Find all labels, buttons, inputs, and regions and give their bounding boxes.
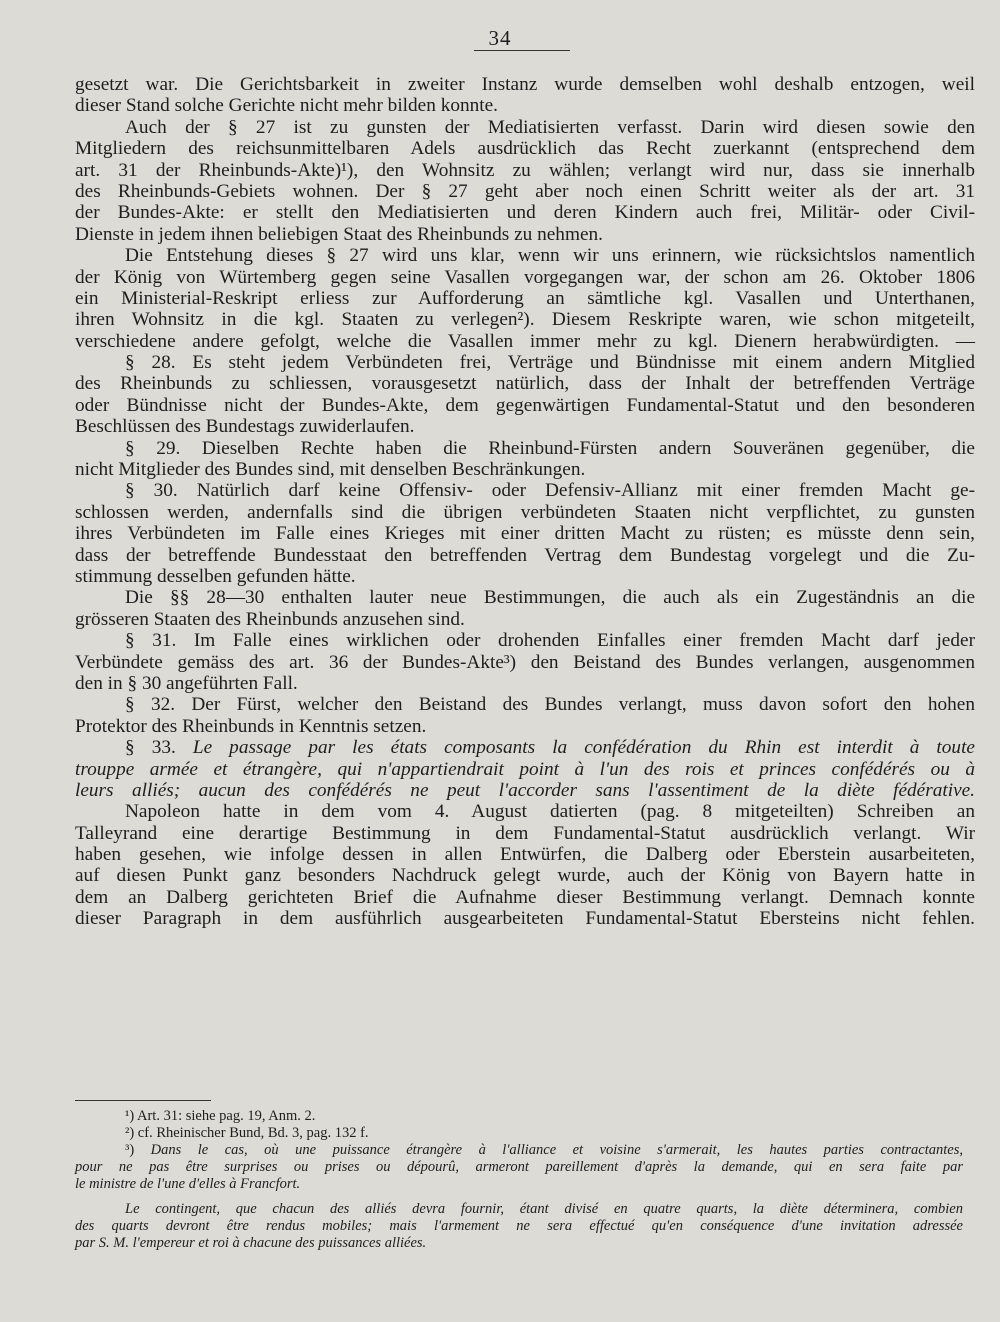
line-text: des quarts devront être rendus mobiles; mais l'armement ne sera effectué qu'en conséquence d'une invitation adressée bbox=[75, 1218, 963, 1234]
text-line bbox=[75, 352, 975, 373]
line-text: Mitgliedern des reichsunmittelbaren Adels ausdrücklich das Recht zuerkannt (entsprechend dem bbox=[75, 138, 975, 160]
text-line bbox=[75, 502, 975, 523]
text-line bbox=[75, 480, 975, 501]
page-number: 34 bbox=[488, 26, 512, 50]
text-line bbox=[75, 566, 975, 587]
text-line bbox=[75, 694, 975, 715]
line-text: § 29. Dieselben Rechte haben die Rheinbund-Fürsten andern Souveränen gegenüber, die bbox=[125, 437, 975, 459]
line-text: nicht Mitglieder des Bundes sind, mit denselben Beschränkungen. bbox=[75, 459, 586, 481]
text-line bbox=[75, 908, 975, 929]
line-text: § 28. Es steht jedem Verbündeten frei, Verträge und Bündnisse mit einem andern Mitglied bbox=[125, 352, 975, 374]
footnote-line bbox=[75, 1142, 963, 1159]
text-line bbox=[75, 74, 975, 95]
line-text: Beschlüssen des Bundestags zuwiderlaufen. bbox=[75, 416, 415, 438]
line-text: ein Ministerial-Reskript erliess zur Aufforderung an sämtliche kgl. Vasallen und Unterthanen, bbox=[75, 287, 975, 309]
footnote-line bbox=[75, 1218, 963, 1235]
line-text: ihren Wohnsitz in die kgl. Staaten zu verlegen²). Diesem Reskripte waren, wie schon mitgeteilt, bbox=[75, 309, 975, 331]
line-text: dieser Paragraph in dem ausführlich ausgearbeiteten Fundamental-Statut Ebersteins nicht fehlen. bbox=[75, 908, 975, 930]
line-text: dem an Dalberg gerichteten Brief die Aufnahme dieser Bestimmung verlangt. Demnach konnte bbox=[75, 886, 975, 908]
line-text: Talleyrand eine derartige Bestimmung in dem Fundamental-Statut ausdrücklich verlangt. Wir bbox=[75, 822, 975, 844]
line-text: Napoleon hatte in dem vom 4. August datierten (pag. 8 mitgeteilten) Schreiben an bbox=[125, 801, 975, 823]
text-line bbox=[75, 801, 975, 822]
text-line bbox=[75, 609, 975, 630]
line-text: oder Bündnisse nicht der Bundes-Akte, dem gegenwärtigen Fundamental-Statut und den besonderen bbox=[75, 394, 975, 416]
text-line bbox=[75, 395, 975, 416]
line-text: ihres Verbündeten im Falle eines Krieges mit einer dritten Macht zu rüsten; es müsste denn sein, bbox=[75, 523, 975, 545]
text-line bbox=[75, 288, 975, 309]
line-text: der König von Würtemberg gegen seine Vasallen vorgegangen war, der schon am 26. Oktober 1806 bbox=[75, 266, 975, 288]
line-text: grösseren Staaten des Rheinbunds anzusehen sind. bbox=[75, 608, 465, 630]
text-line bbox=[75, 673, 975, 694]
text-line bbox=[75, 202, 975, 223]
text-line bbox=[75, 887, 975, 908]
line-text: art. 31 der Rheinbunds-Akte)¹), den Wohnsitz zu wählen; verlangt wird nur, dass sie innerhalb bbox=[75, 159, 975, 181]
footnote-line bbox=[75, 1159, 963, 1176]
line-text: den in § 30 angeführten Fall. bbox=[75, 672, 298, 694]
line-text: dass der betreffende Bundesstaat den betreffenden Vertrag dem Bundestag vorgelegt und die Zu- bbox=[75, 544, 975, 566]
text-line bbox=[75, 865, 975, 886]
footnote-line bbox=[75, 1108, 963, 1125]
line-prefix: ³) bbox=[125, 1142, 151, 1158]
line-text: Auch der § 27 ist zu gunsten der Mediatisierten verfasst. Darin wird diesen sowie den bbox=[125, 116, 975, 138]
line-text: ²) cf. Rheinischer Bund, Bd. 3, pag. 132 f. bbox=[125, 1125, 369, 1141]
text-line bbox=[75, 309, 975, 330]
paragraph-gap bbox=[75, 1193, 963, 1201]
line-text: Verbündete gemäss des art. 36 der Bundes-Akte³) den Beistand des Bundes verlangen, ausgenommen bbox=[75, 651, 975, 673]
text-line bbox=[75, 373, 975, 394]
page-number-rule bbox=[474, 50, 570, 51]
line-text: le ministre de l'une d'elles à Francfort. bbox=[75, 1176, 301, 1192]
text-line bbox=[75, 160, 975, 181]
text-line bbox=[75, 844, 975, 865]
text-line bbox=[75, 331, 975, 352]
text-line bbox=[75, 117, 975, 138]
line-text: Dans le cas, où une puissance étrangère à l'alliance et voisine s'armerait, les hautes parties contractantes, bbox=[150, 1142, 963, 1158]
line-text: des Rheinbunds-Gebiets wohnen. Der § 27 geht aber noch einen Schritt weiter als der art. 31 bbox=[75, 180, 975, 202]
text-line bbox=[75, 737, 975, 758]
text-line bbox=[75, 224, 975, 245]
text-line bbox=[75, 587, 975, 608]
text-line bbox=[75, 545, 975, 566]
text-line bbox=[75, 181, 975, 202]
text-line bbox=[75, 523, 975, 544]
text-line bbox=[75, 459, 975, 480]
line-text: trouppe armée et étrangère, qui n'appartiendrait point à l'un des rois et princes confédérés ou à bbox=[75, 758, 975, 780]
footnotes bbox=[75, 1108, 963, 1252]
line-text: par S. M. l'empereur et roi à chacune des puissances alliées. bbox=[75, 1235, 427, 1251]
footnote-rule bbox=[75, 1100, 211, 1101]
footnote-line bbox=[75, 1125, 963, 1142]
line-text: § 31. Im Falle eines wirklichen oder drohenden Einfalles einer fremden Macht darf jeder bbox=[125, 630, 975, 652]
line-text: ¹) Art. 31: siehe pag. 19, Anm. 2. bbox=[125, 1108, 316, 1124]
line-text: gesetzt war. Die Gerichtsbarkeit in zweiter Instanz wurde demselben wohl deshalb entzogen, weil bbox=[75, 74, 975, 95]
text-line bbox=[75, 823, 975, 844]
line-text: haben gesehen, wie infolge dessen in allen Entwürfen, die Dalberg oder Eberstein ausarbeiteten, bbox=[75, 844, 975, 866]
text-line bbox=[75, 416, 975, 437]
line-text: Die §§ 28—30 enthalten lauter neue Bestimmungen, die auch als ein Zugeständnis an die bbox=[125, 587, 975, 609]
text-line bbox=[75, 95, 975, 116]
line-text: § 32. Der Fürst, welcher den Beistand des Bundes verlangt, muss davon sofort den hohen bbox=[125, 694, 975, 716]
text-line bbox=[75, 652, 975, 673]
line-text: Le passage par les états composants la confédération du Rhin est interdit à toute bbox=[192, 737, 975, 759]
line-text: Dienste in jedem ihnen beliebigen Staat des Rheinbunds zu nehmen. bbox=[75, 223, 603, 245]
line-text: pour ne pas être surprises ou prises ou dépourû, armeront pareillement d'après la demande, qui en sera faite par bbox=[75, 1159, 963, 1175]
text-line bbox=[75, 138, 975, 159]
line-text: der Bundes-Akte: er stellt den Mediatisierten und deren Kindern auch frei, Militär- oder Civil- bbox=[75, 202, 975, 224]
footnote-line bbox=[75, 1176, 963, 1193]
text-line bbox=[75, 759, 975, 780]
main-text bbox=[75, 74, 975, 930]
text-line bbox=[75, 267, 975, 288]
line-text: auf diesen Punkt ganz besonders Nachdruck gelegt wurde, auch der König von Bayern hatte in bbox=[75, 865, 975, 887]
line-text: dieser Stand solche Gerichte nicht mehr bilden konnte. bbox=[75, 95, 498, 117]
footnote-line bbox=[75, 1201, 963, 1218]
line-text: Le contingent, que chacun des alliés devra fournir, étant divisé en quatre quarts, la diète déterminera, combien bbox=[125, 1201, 963, 1217]
text-line bbox=[75, 245, 975, 266]
line-text: verschiedene andere gefolgt, welche die Vasallen immer mehr zu kgl. Dienern herabwürdigten. — bbox=[75, 330, 975, 352]
text-line bbox=[75, 630, 975, 651]
line-text: schlossen werden, andernfalls sind die übrigen verbündeten Staaten nicht verpflichtet, zu gunsten bbox=[75, 501, 975, 523]
footnote-line bbox=[75, 1235, 963, 1252]
line-text: des Rheinbunds zu schliessen, vorausgesetzt natürlich, dass der Inhalt der betreffenden Verträge bbox=[75, 373, 975, 395]
line-text: stimmung desselben gefunden hätte. bbox=[75, 565, 356, 587]
text-line bbox=[75, 716, 975, 737]
line-text: leurs alliés; aucun des confédérés ne peut l'accorder sans l'assentiment de la diète fédérative. bbox=[75, 779, 975, 801]
line-prefix: § 33. bbox=[125, 737, 193, 759]
line-text: Die Entstehung dieses § 27 wird uns klar, wenn wir uns erinnern, wie rücksichtslos namentlich bbox=[125, 245, 975, 267]
text-line bbox=[75, 780, 975, 801]
line-text: § 30. Natürlich darf keine Offensiv- oder Defensiv-Allianz mit einer fremden Macht ge- bbox=[125, 480, 975, 502]
line-text: Protektor des Rheinbunds in Kenntnis setzen. bbox=[75, 715, 427, 737]
text-line bbox=[75, 438, 975, 459]
